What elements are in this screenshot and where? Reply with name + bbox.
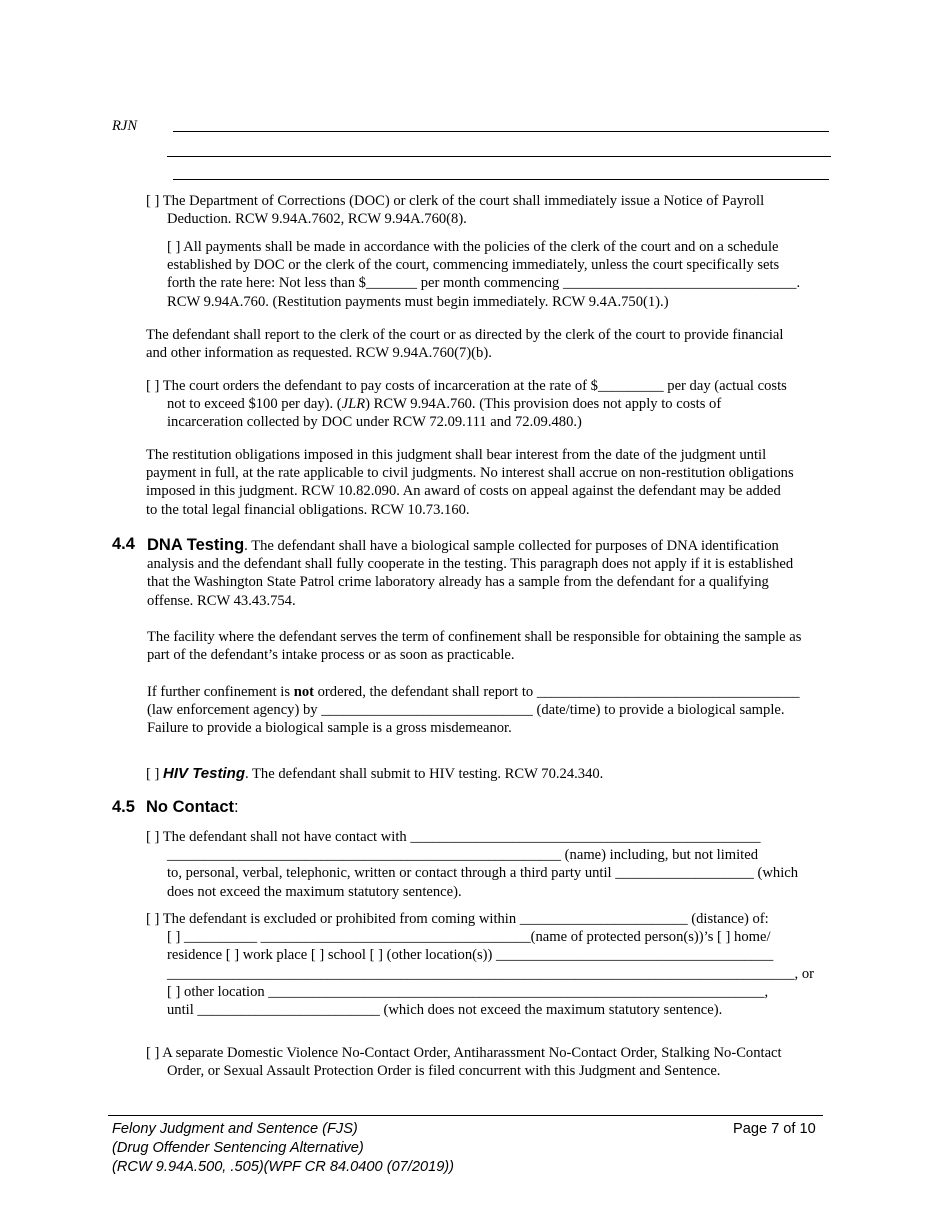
- footer-form-citation: (RCW 9.94A.500, .505)(WPF CR 84.0400 (07/2019)): [112, 1159, 455, 1175]
- page-number: Page 7 of 10: [733, 1121, 816, 1137]
- rjn-line-3: [173, 179, 829, 180]
- report-clerk-paragraph: The defendant shall report to the clerk of the court or as directed by the clerk of the court to provide financial and other information as requested. RCW 9.94A.760(7)(b).: [146, 327, 784, 362]
- rjn-line-2: [167, 156, 831, 157]
- dna-facility-paragraph: The facility where the defendant serves the term of confinement shall be responsible for obtaining the sample as part of the defendant’s intake process or as soon as practicable.: [147, 629, 802, 664]
- payments-schedule-clause: [ ] All payments shall be made in accordance with the policies of the clerk of the court and on a schedule established by DOC or the clerk of the court, commencing immediately, unless the court specifically sets forth the rate here: Not less than $_______ per month commencing ________________________________. RCW 9.94A.760. (Restitution payments must begin immediately. RCW 9.4A.750(1).): [167, 239, 801, 310]
- rjn-line-1: [173, 131, 829, 132]
- hiv-testing-clause: [ ] HIV Testing. The defendant shall submit to HIV testing. RCW 70.24.340.: [146, 765, 604, 782]
- no-contact-heading: No Contact: [146, 798, 234, 816]
- section-number-4-5: 4.5: [112, 798, 135, 816]
- no-contact-clause-3: [ ] A separate Domestic Violence No-Contact Order, Antiharassment No-Contact Order, Stalking No-Contact Order, or Sexual Assault Protection Order is filed concurrent with this Judgment and Sentence.: [146, 1045, 782, 1080]
- dna-testing-heading: DNA Testing: [147, 536, 245, 554]
- rjn-label: RJN: [112, 118, 138, 134]
- payroll-deduction-clause: [ ] The Department of Corrections (DOC) or clerk of the court shall immediately issue a Notice of Payroll Deduction. RCW 9.94A.7602, RCW 9.94A.760(8).: [146, 193, 765, 228]
- no-contact-clause-2: [ ] The defendant is excluded or prohibited from coming within _______________________ (distance) of: [ ] __________ _____________________________________(name of protected person(s))’s [ ] home/ residence [ ] work place [ ] school [ ] (other location(s)) ______________________________________ ______________________________________________________________________________________, or [ ] other location ____________________________________________________________________, until _________________________ (which does not exceed the maximum statutory sentence).: [146, 911, 814, 1019]
- interest-paragraph: The restitution obligations imposed in this judgment shall bear interest from the date of the judgment until payment in full, at the rate applicable to civil judgments. No interest shall accrue on non-restitution obligations imposed in this judgment. RCW 10.82.090. An award of costs on appeal against the defendant may be added to the total legal financial obligations. RCW 10.73.160.: [146, 447, 794, 518]
- footer-title-block: [112, 1120, 454, 1177]
- footer-form-title: Felony Judgment and Sentence (FJS): [112, 1121, 358, 1137]
- no-contact-heading-wrap: No Contact:: [146, 798, 239, 816]
- footer-rule: [108, 1115, 823, 1116]
- incarceration-costs-clause: [ ] The court orders the defendant to pay costs of incarceration at the rate of $_________ per day (actual costs not to exceed $100 per day). (JLR) RCW 9.94A.760. (This provision does not apply to costs of incarceration collected by DOC under RCW 72.09.111 and 72.09.480.): [146, 378, 787, 431]
- no-contact-clause-1: [ ] The defendant shall not have contact with ________________________________________________ ______________________________________________________ (name) including, but not limited to, personal, verbal, telephonic, written or contact through a third party until ___________________ (which does not exceed the maximum statutory sentence).: [146, 829, 799, 900]
- footer-form-subtitle: (Drug Offender Sentencing Alternative): [112, 1140, 364, 1156]
- dna-further-confinement-paragraph: If further confinement is not ordered, the defendant shall report to ____________________________________ (law enforcement agency) by _____________________________ (date/time) to provide a biological sample. Failure to provide a biological sample is a gross misdemeanor.: [147, 684, 800, 737]
- hiv-testing-heading: HIV Testing: [163, 765, 245, 782]
- section-number-4-4: 4.4: [112, 535, 135, 553]
- dna-testing-section: DNA Testing. The defendant shall have a biological sample collected for purposes of DNA identification analysis and the defendant shall fully cooperate in the testing. This paragraph does not apply if it is established that the Washington State Patrol crime laboratory already has a sample from the defendant for a qualifying offense. RCW 43.43.754.: [147, 536, 794, 609]
